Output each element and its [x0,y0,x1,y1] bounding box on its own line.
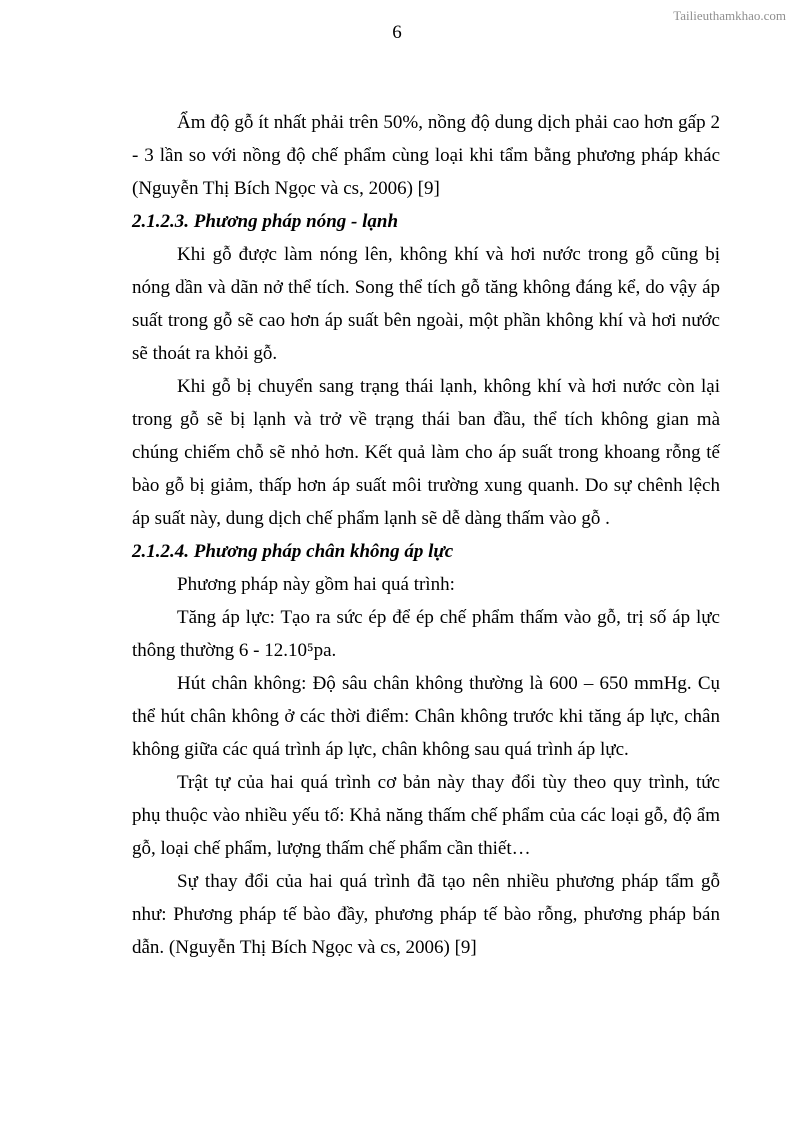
paragraph-wood-heating: Khi gỗ được làm nóng lên, không khí và hơi nước trong gỗ cũng bị nóng dần và dãn nở thể tích. Song thể tích gỗ tăng không đáng kể, do vậy áp suất trong gỗ sẽ cao hơn áp suất bên ngoài, một phần không khí và hơi nước sẽ thoát ra khỏi gỗ. [132,244,720,364]
document-body [132,106,720,964]
paragraph-pressure-increase: Tăng áp lực: Tạo ra sức ép để ép chế phẩm thấm vào gỗ, trị số áp lực thông thường 6 - 12.10⁵pa. [132,607,720,661]
paragraph-wood-cooling: Khi gỗ bị chuyển sang trạng thái lạnh, không khí và hơi nước còn lại trong gỗ sẽ bị lạnh và trở về trạng thái ban đầu, thể tích không gian mà chúng chiếm chỗ sẽ nhỏ hơn. Kết quả làm cho áp suất trong khoang rỗng tế bào gỗ bị giảm, thấp hơn áp suất môi trường xung quanh. Do sự chênh lệch áp suất này, dung dịch chế phẩm lạnh sẽ dễ dàng thấm vào gỗ . [132,376,720,529]
paragraph-process-order: Trật tự của hai quá trình cơ bản này thay đổi tùy theo quy trình, tức phụ thuộc vào nhiều yếu tố: Khả năng thấm chế phẩm của các loại gỗ, độ ẩm gỗ, loại chế phẩm, lượng thấm chế phẩm cần thiết… [132,772,720,859]
section-heading-vacuum-pressure-method: 2.1.2.4. Phương pháp chân không áp lực [132,541,454,562]
section-heading-hot-cold-method: 2.1.2.3. Phương pháp nóng - lạnh [132,211,399,232]
paragraph-humidity-requirement: Ẩm độ gỗ ít nhất phải trên 50%, nồng độ dung dịch phải cao hơn gấp 2 - 3 lần so với nồng độ chế phẩm cùng loại khi tẩm bằng phương pháp khác (Nguyễn Thị Bích Ngọc và cs, 2006) [9] [132,112,720,199]
paragraph-two-processes-intro: Phương pháp này gồm hai quá trình: [177,574,455,595]
watermark: Tailieuthamkhao.com [673,8,786,23]
paragraph-vacuum-suction: Hút chân không: Độ sâu chân không thường là 600 – 650 mmHg. Cụ thể hút chân không ở các thời điểm: Chân không trước khi tăng áp lực, chân không giữa các quá trình áp lực, chân không sau quá trình áp lực. [132,673,720,760]
paragraph-method-variations: Sự thay đổi của hai quá trình đã tạo nên nhiều phương pháp tẩm gỗ như: Phương pháp tế bào đầy, phương pháp tế bào rỗng, phương pháp bán dẫn. (Nguyễn Thị Bích Ngọc và cs, 2006) [9] [132,871,720,958]
page-number: 6 [392,22,402,43]
